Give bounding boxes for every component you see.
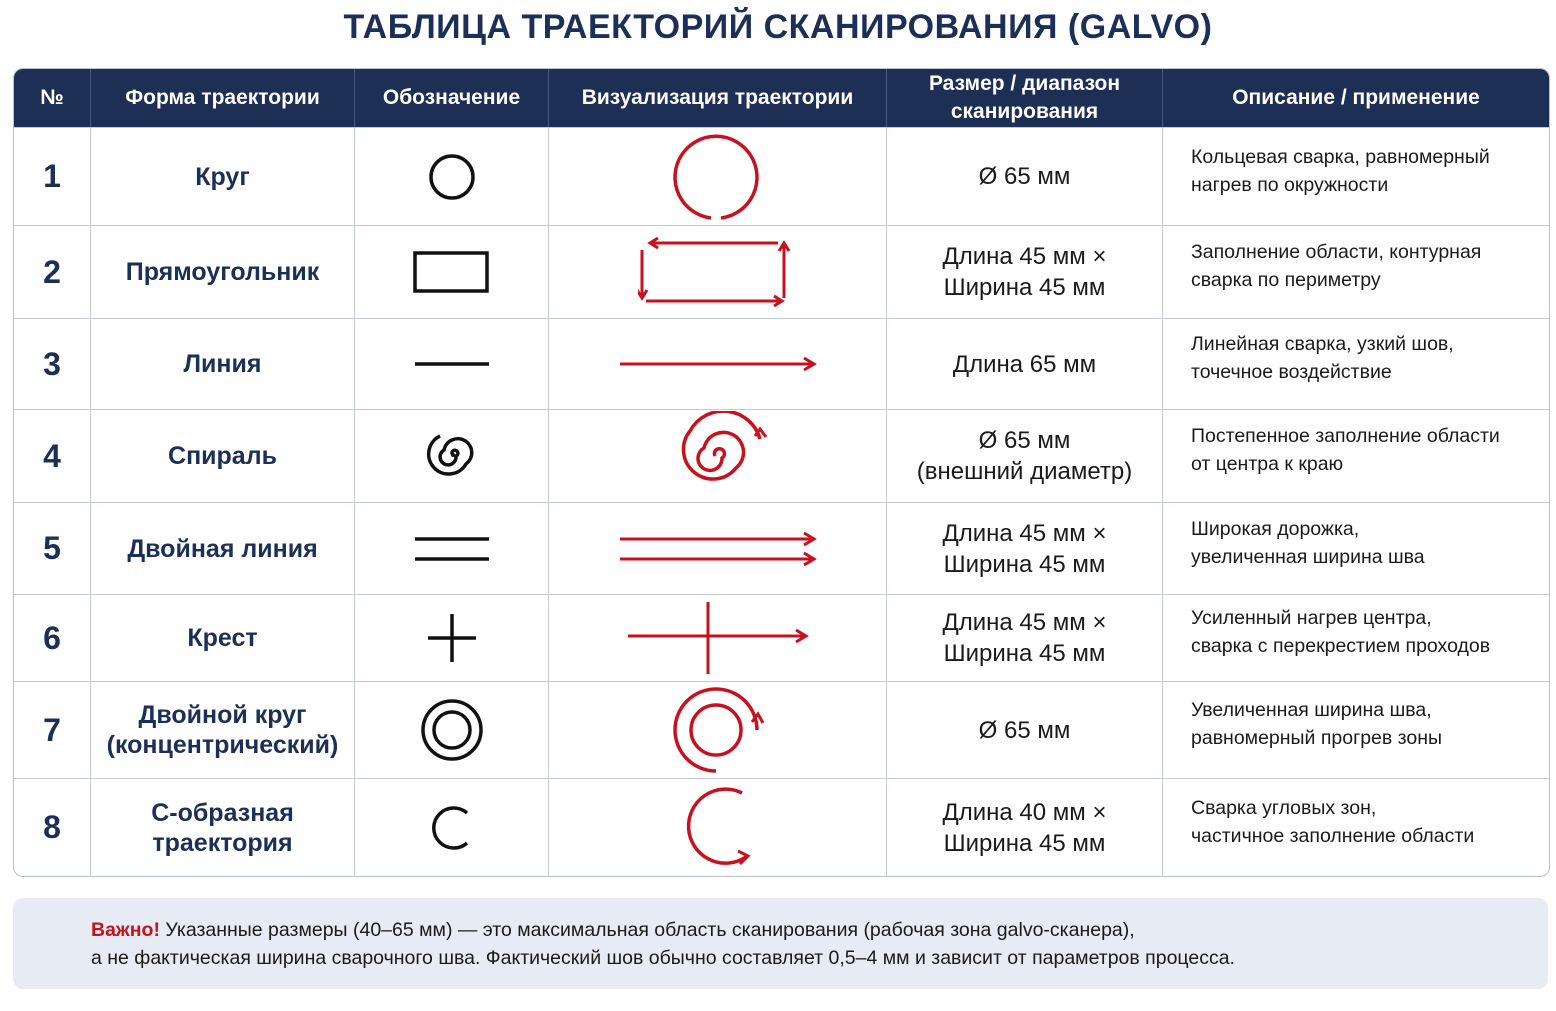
scan-size: Длина 45 мм × Ширина 45 мм: [887, 226, 1163, 318]
c-trajectory-icon: [549, 779, 887, 876]
note-text-1: Указанные размеры (40–65 мм) — это максимальная область сканирования (рабочая зона galvo-сканера),: [159, 919, 1135, 941]
description: Кольцевая сварка, равномерный нагрев по окружности: [1191, 145, 1490, 196]
double-line-trajectory-icon: [549, 503, 887, 594]
cross-icon: [355, 595, 549, 681]
scan-size: Длина 45 мм × Ширина 45 мм: [887, 503, 1163, 594]
row-number: 6: [14, 595, 91, 681]
cross-trajectory-icon: [549, 595, 887, 681]
scan-size: Длина 45 мм × Ширина 45 мм: [887, 595, 1163, 681]
row-number: 7: [14, 682, 91, 778]
table-row: [14, 225, 1549, 318]
header-size: Размер / диапазон сканирования: [887, 69, 1163, 127]
table-row: [14, 594, 1549, 681]
description: Увеличенная ширина шва, равномерный прогрев зоны: [1191, 699, 1443, 749]
scan-size: Длина 65 мм: [887, 319, 1163, 409]
row-number: 4: [14, 410, 91, 502]
header-number: №: [14, 69, 91, 127]
shape-name: Линия: [91, 319, 355, 409]
description: Сварка угловых зон, частичное заполнение области: [1191, 796, 1475, 847]
line-icon: [355, 319, 549, 409]
important-note: [13, 898, 1548, 989]
shape-name: Круг: [91, 128, 355, 225]
description: Усиленный нагрев центра, сварка с перекрестием проходов: [1191, 607, 1491, 657]
header-description: Описание / применение: [1232, 86, 1480, 109]
header-shape: Форма траектории: [91, 69, 355, 127]
page-title: ТАБЛИЦА ТРАЕКТОРИЙ СКАНИРОВАНИЯ (GALVO): [343, 8, 1213, 46]
table-row: [14, 681, 1549, 778]
description: Заполнение области, контурная сварка по периметру: [1191, 241, 1482, 291]
description: Широкая дорожка, увеличенная ширина шва: [1191, 517, 1425, 568]
scan-size: Ø 65 мм: [887, 128, 1163, 225]
spiral-trajectory-icon: [549, 410, 887, 502]
scan-size: Длина 40 мм × Ширина 45 мм: [887, 779, 1163, 876]
rectangle-icon: [355, 226, 549, 318]
important-label: Важно!: [91, 919, 160, 941]
row-number: 8: [14, 779, 91, 876]
shape-name: Двойная линия: [91, 503, 355, 594]
scan-size: Ø 65 мм: [887, 682, 1163, 778]
shape-name: Двойной круг (концентрический): [91, 682, 355, 778]
row-number: 2: [14, 226, 91, 318]
table-header: [14, 69, 1549, 127]
header-symbol: Обозначение: [355, 69, 549, 127]
spiral-icon: [355, 410, 549, 502]
circle-trajectory-icon: [549, 128, 887, 225]
row-number: 5: [14, 503, 91, 594]
scan-size: Ø 65 мм (внешний диаметр): [887, 410, 1163, 502]
note-line-2: а не фактическая ширина сварочного шва. Фактический шов обычно составляет 0,5–4 мм и зависит от параметров процесса.: [91, 947, 1235, 969]
shape-name: Спираль: [91, 410, 355, 502]
shape-name: Прямоугольник: [91, 226, 355, 318]
circle-icon: [355, 128, 549, 225]
line-trajectory-icon: [549, 319, 887, 409]
table-row: [14, 318, 1549, 409]
shape-name: Крест: [91, 595, 355, 681]
table-row: [14, 127, 1549, 225]
description: Постепенное заполнение области от центра к краю: [1191, 425, 1500, 475]
header-visualization: Визуализация траектории: [549, 69, 887, 127]
table-row: [14, 409, 1549, 502]
rectangle-trajectory-icon: [549, 226, 887, 318]
description: Линейная сварка, узкий шов, точечное воздействие: [1191, 333, 1454, 383]
note-line-1: [91, 916, 1548, 944]
double-circle-trajectory-icon: [549, 682, 887, 778]
row-number: 1: [14, 128, 91, 225]
c-shape-icon: [355, 779, 549, 876]
table-row: [14, 778, 1549, 876]
double-circle-icon: [355, 682, 549, 778]
trajectory-table: [13, 68, 1550, 877]
double-line-icon: [355, 503, 549, 594]
row-number: 3: [14, 319, 91, 409]
table-row: [14, 502, 1549, 594]
shape-name: С-образная траектория: [91, 779, 355, 876]
